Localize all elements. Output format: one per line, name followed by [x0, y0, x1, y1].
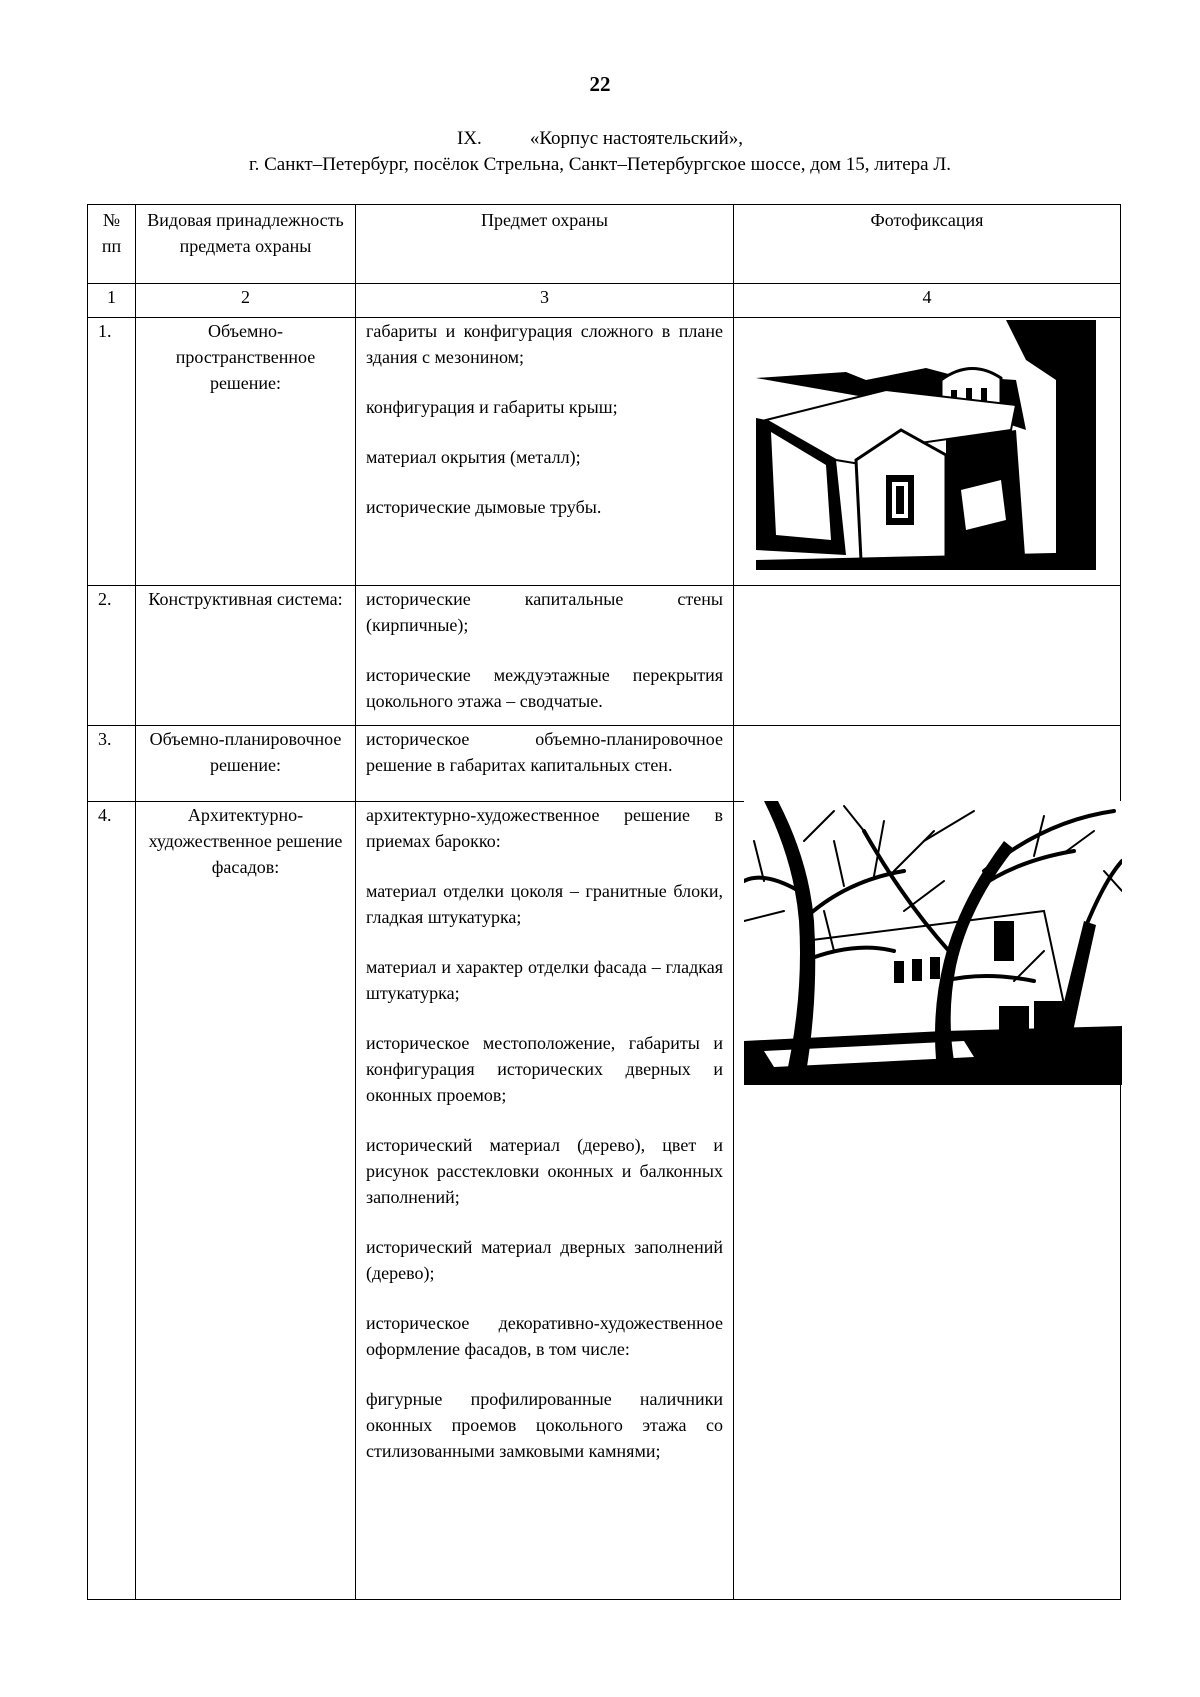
list-item: исторический материал дверных заполнений (дерево); [366, 1237, 723, 1283]
photo-cell [734, 802, 1121, 1600]
list-item: исторические капитальные стены (кирпичные); [366, 589, 723, 635]
row-items [356, 586, 734, 726]
table-header-row [88, 205, 1121, 284]
list-item: материал отделки цоколя – гранитные блоки, гладкая штукатурка; [366, 881, 723, 927]
header-type: Видовая принадлежность предмета охраны [136, 205, 356, 284]
index-cell: 1 [88, 284, 136, 318]
photo-cell-empty [734, 726, 1121, 802]
index-cell: 3 [356, 284, 734, 318]
list-item: исторические дымовые трубы. [366, 497, 602, 517]
section-title: «Корпус настоятельский», [529, 128, 743, 149]
list-item: исторические междуэтажные перекрытия цокольного этажа – сводчатые. [366, 665, 723, 711]
table-row [88, 586, 1121, 726]
list-item: материал окрытия (металл); [366, 447, 581, 467]
list-item: историческое декоративно-художественное оформление фасадов, в том числе: [366, 1313, 723, 1359]
header-photo: Фотофиксация [734, 205, 1121, 284]
building-roof-photo [756, 320, 1096, 570]
facade-trees-photo [744, 801, 1122, 1085]
row-type: Архитектурно-художественное решение фасадов: [136, 802, 356, 1600]
photo-cell-empty [734, 586, 1121, 726]
row-number: 4. [88, 802, 136, 1600]
table-row [88, 726, 1121, 802]
section-heading [0, 128, 1200, 150]
section-address: г. Санкт–Петербург, посёлок Стрельна, Санкт–Петербургское шоссе, дом 15, литера Л. [248, 154, 952, 175]
list-item: габариты и конфигурация сложного в плане здания с мезонином; [366, 321, 723, 367]
list-item: историческое местоположение, габариты и конфигурация исторических дверных и оконных проемов; [366, 1033, 723, 1105]
table-index-row [88, 284, 1121, 318]
list-item: исторический материал (дерево), цвет и рисунок расстекловки оконных и балконных заполнений; [366, 1135, 723, 1207]
row-items [356, 318, 734, 586]
list-item: историческое объемно-планировочное решение в габаритах капитальных стен. [366, 729, 723, 775]
row-type: Объемно-пространственное решение: [136, 318, 356, 586]
list-item: фигурные профилированные наличники оконных проемов цокольного этажа со стилизованными замковыми камнями; [366, 1389, 723, 1461]
row-type: Конструктивная система: [136, 586, 356, 726]
table-row [88, 802, 1121, 1600]
row-items [356, 802, 734, 1600]
list-item: конфигурация и габариты крыш; [366, 397, 618, 417]
photo-cell [734, 318, 1121, 586]
page-number: 22 [589, 72, 611, 96]
row-number: 1. [88, 318, 136, 586]
row-items [356, 726, 734, 802]
list-item: архитектурно-художественное решение в приемах барокко: [366, 805, 723, 851]
row-type: Объемно-планировочное решение: [136, 726, 356, 802]
table-row [88, 318, 1121, 586]
protection-table [87, 204, 1121, 1600]
section-number: IX. [457, 128, 482, 149]
header-subject: Предмет охраны [356, 205, 734, 284]
index-cell: 4 [734, 284, 1121, 318]
list-item: материал и характер отделки фасада – гладкая штукатурка; [366, 957, 723, 1003]
row-number: 2. [88, 586, 136, 726]
header-num: № пп [88, 205, 136, 284]
row-number: 3. [88, 726, 136, 802]
index-cell: 2 [136, 284, 356, 318]
